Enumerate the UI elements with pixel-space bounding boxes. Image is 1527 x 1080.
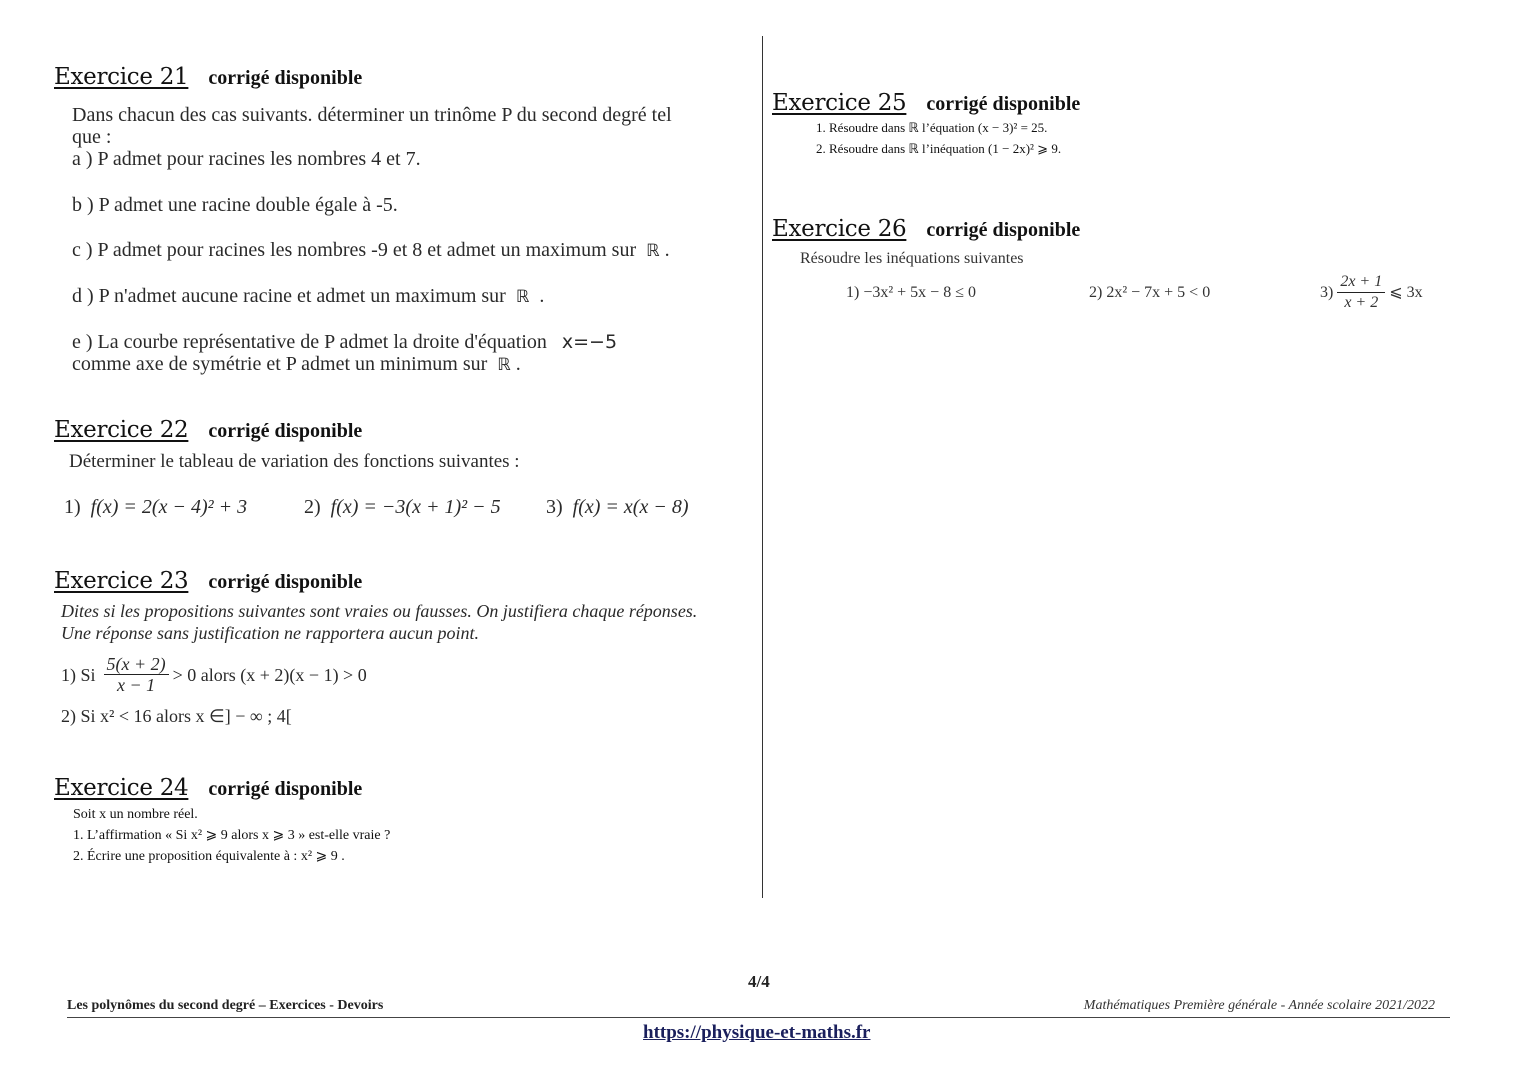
correction-available-label: corrigé disponible xyxy=(208,571,363,593)
item-e: e ) La courbe représentative de P admet la droite d'équation x=−5 xyxy=(72,331,618,353)
column-divider xyxy=(762,36,763,898)
proposition-2: 2) Si x² < 16 alors x ∈] − ∞ ; 4[ xyxy=(61,706,292,726)
function-list xyxy=(64,496,744,518)
item-e-cont: comme axe de symétrie et P admet un minimum sur ℝ . xyxy=(72,353,521,375)
question-1: 1. Résoudre dans ℝ l’équation (x − 3)² = 25. xyxy=(816,120,1048,135)
exercise-25 xyxy=(772,90,1372,159)
footer-document-title: Les polynômes du second degré – Exercices - Devoirs xyxy=(67,998,384,1013)
footer-course-info: Mathématiques Première générale - Année scolaire 2021/2022 xyxy=(1083,998,1435,1013)
item-d: d ) P n'admet aucune racine et admet un maximum sur ℝ . xyxy=(72,285,545,307)
item-b: b ) P admet une racine double égale à -5. xyxy=(72,194,398,216)
correction-available-label: corrigé disponible xyxy=(926,219,1081,241)
exercise-title: Exercice 26 xyxy=(772,216,907,242)
page-number: 4/4 xyxy=(748,972,770,991)
reals-symbol: ℝ xyxy=(497,355,511,375)
inequation-item: 1) −3x² + 5x − 8 ≤ 0 xyxy=(846,283,976,301)
exercise-22 xyxy=(54,417,744,518)
inequation-item: 3) $\frac{2x + 1}{x + 2}$ ⩽ 3x xyxy=(1320,273,1423,311)
question-2: 2. Résoudre dans ℝ l’inéquation (1 − 2x)² ⩾ 9. xyxy=(816,141,1062,156)
correction-available-label: corrigé disponible xyxy=(208,778,363,800)
proposition-1: 1) Si $\frac{5(x + 2)}{x - 1}$ > 0 alors (x + 2)(x − 1) > 0 xyxy=(61,654,367,695)
exercise-23 xyxy=(54,568,754,727)
function-item: 3) f(x) = x(x − 8) xyxy=(546,496,689,518)
inequation-item: 2) 2x² − 7x + 5 < 0 xyxy=(1089,283,1211,301)
exercise-intro-cont: que : xyxy=(72,126,112,148)
exercise-intro: Déterminer le tableau de variation des fonctions suivantes : xyxy=(69,451,520,472)
exercise-title: Exercice 22 xyxy=(54,417,189,443)
exercise-21 xyxy=(54,64,744,376)
exercise-intro: Dans chacun des cas suivants. déterminer un trinôme P du second degré tel xyxy=(72,104,672,126)
function-item: 1) f(x) = 2(x − 4)² + 3 xyxy=(64,496,248,518)
exercise-title: Exercice 21 xyxy=(54,64,189,90)
question-2: 2. Écrire une proposition équivalente à : x² ⩾ 9 . xyxy=(73,849,345,864)
function-item: 2) f(x) = −3(x + 1)² − 5 xyxy=(304,496,501,518)
exercise-intro-cont: Une réponse sans justification ne rapportera aucun point. xyxy=(61,623,479,643)
exercise-title: Exercice 25 xyxy=(772,90,907,116)
reals-symbol: ℝ xyxy=(515,287,530,307)
inequation-list xyxy=(772,272,1472,313)
exercise-24 xyxy=(54,775,554,867)
correction-available-label: corrigé disponible xyxy=(208,67,363,89)
question-1: 1. L’affirmation « Si x² ⩾ 9 alors x ⩾ 3 » est-elle vraie ? xyxy=(73,828,391,843)
exercise-title: Exercice 24 xyxy=(54,775,189,801)
website-link[interactable]: https://physique-et-maths.fr xyxy=(643,1022,871,1043)
exercise-intro: Résoudre les inéquations suivantes xyxy=(800,250,1024,267)
correction-available-label: corrigé disponible xyxy=(926,93,1081,115)
reals-symbol: ℝ xyxy=(646,241,660,261)
footer-divider xyxy=(67,1017,1450,1018)
correction-available-label: corrigé disponible xyxy=(208,420,363,442)
item-a: a ) P admet pour racines les nombres 4 et 7. xyxy=(72,148,421,170)
exercise-intro: Soit x un nombre réel. xyxy=(73,807,198,822)
exercise-title: Exercice 23 xyxy=(54,568,189,594)
exercise-intro: Dites si les propositions suivantes sont vraies ou fausses. On justifiera chaque réponses. xyxy=(61,601,698,621)
exercise-26 xyxy=(772,216,1472,313)
item-c: c ) P admet pour racines les nombres -9 et 8 et admet un maximum sur ℝ . xyxy=(72,239,670,261)
